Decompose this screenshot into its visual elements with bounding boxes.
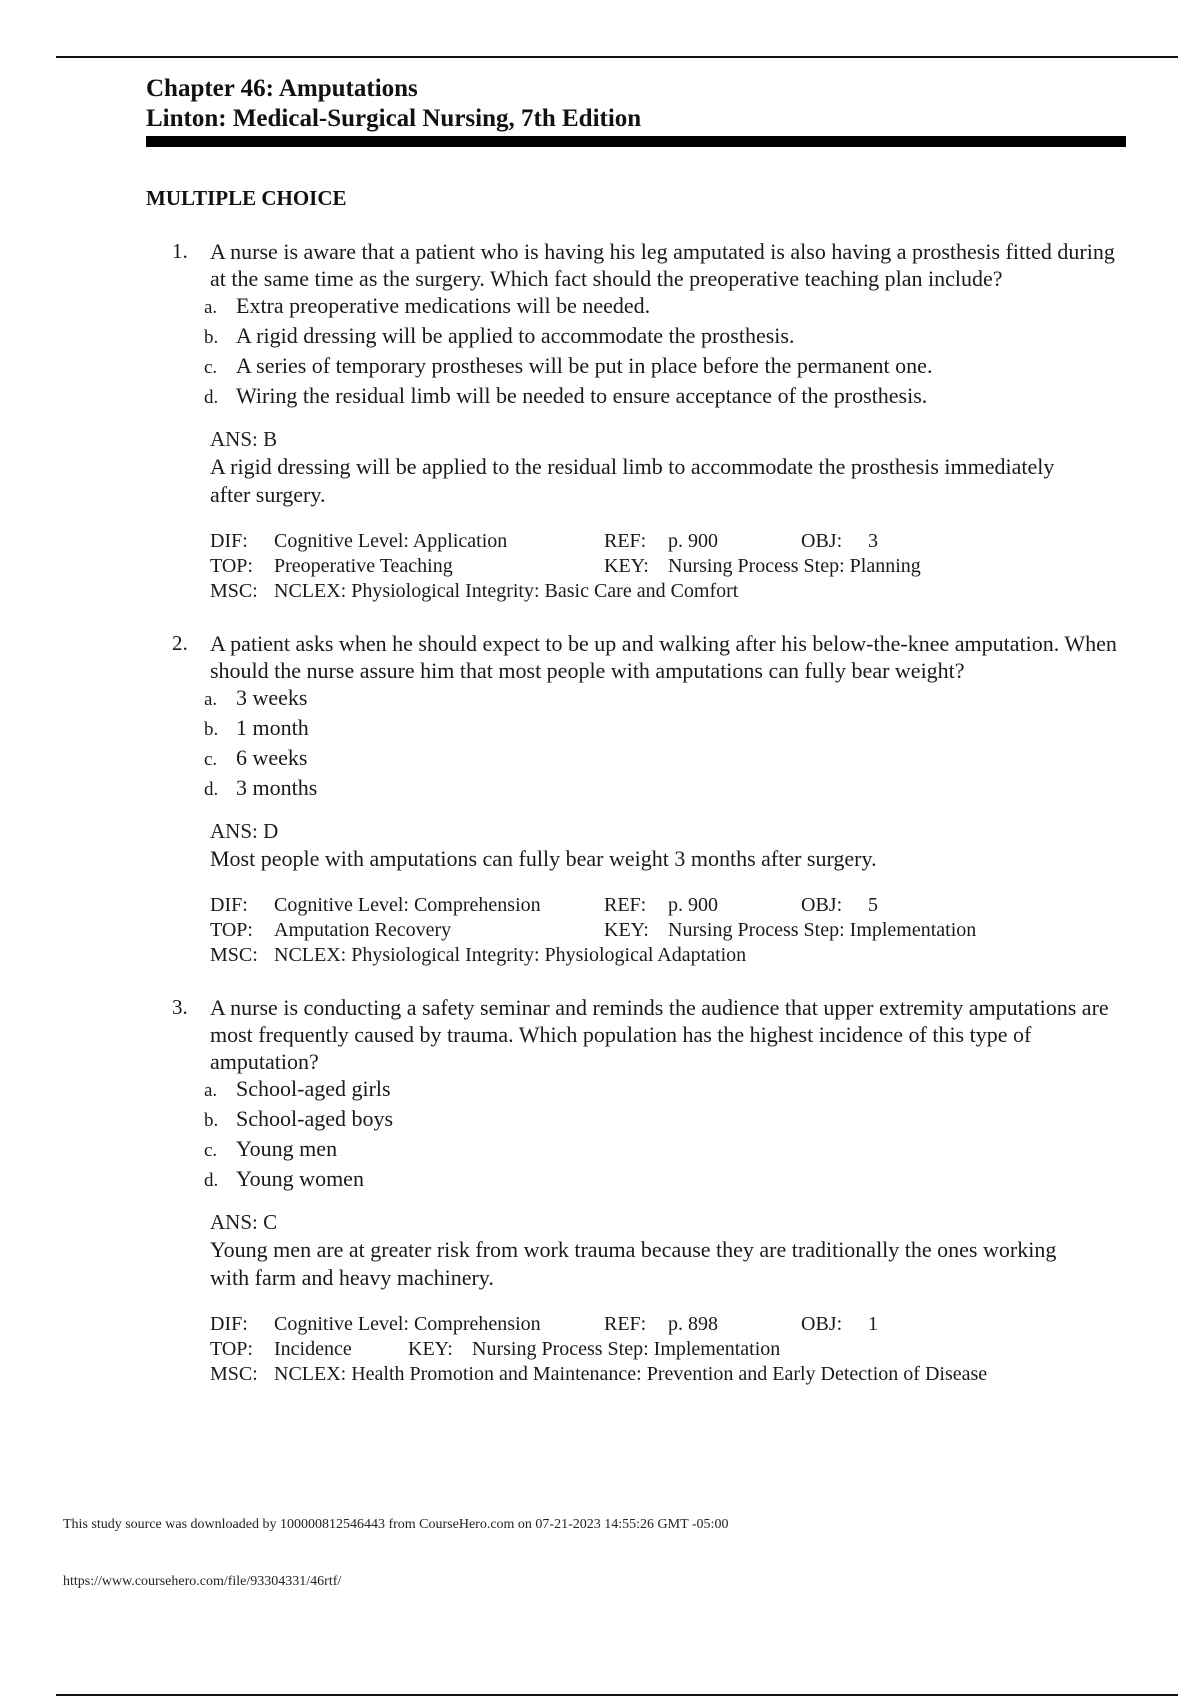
document-header <box>146 74 1126 147</box>
key-label: KEY: <box>408 1338 453 1360</box>
option-a <box>204 1075 1136 1105</box>
option-letter: d. <box>204 779 219 800</box>
meta-row-top <box>210 554 1136 579</box>
question-stem: A nurse is aware that a patient who is having his leg amputated is also having a prosthesis fitted during at the same time as the surgery. Which fact should the preoperative teaching plan include? <box>210 239 1115 291</box>
top-value: Amputation Recovery <box>274 919 452 941</box>
option-text: School-aged boys <box>236 1106 394 1131</box>
meta-row-msc <box>210 943 1136 968</box>
question-stem: A nurse is conducting a safety seminar and reminds the audience that upper extremity amputations are most frequently caused by trauma. Which population has the highest incidence of this type of amputation? <box>210 995 1109 1074</box>
option-a <box>204 292 1136 322</box>
section-heading: MULTIPLE CHOICE <box>146 186 347 210</box>
option-letter: d. <box>204 1170 219 1191</box>
ref-value: p. 900 <box>668 530 718 552</box>
msc-value: NCLEX: Health Promotion and Maintenance: Prevention and Early Detection of Disease <box>274 1363 988 1385</box>
top-label: TOP: <box>210 1338 253 1360</box>
top-label: TOP: <box>210 919 253 941</box>
option-text: School-aged girls <box>236 1076 391 1101</box>
option-a <box>204 684 1136 714</box>
obj-value: 3 <box>868 530 878 552</box>
question-2 <box>146 630 1136 968</box>
option-letter: a. <box>204 1080 218 1101</box>
option-letter: b. <box>204 719 219 740</box>
meta-row-msc <box>210 579 1136 604</box>
dif-value: Cognitive Level: Comprehension <box>274 1313 541 1335</box>
obj-label: OBJ: <box>801 530 843 552</box>
chapter-title: Chapter 46: Amputations <box>146 75 418 102</box>
option-text: Extra preoperative medications will be needed. <box>236 293 651 318</box>
question-metadata <box>210 1312 1136 1387</box>
obj-label: OBJ: <box>801 1313 843 1335</box>
source-url[interactable]: https://www.coursehero.com/file/93304331/46rtf/ <box>63 1574 342 1589</box>
option-text: A rigid dressing will be applied to accommodate the prosthesis. <box>236 323 795 348</box>
dif-label: DIF: <box>210 894 248 916</box>
option-text: 3 weeks <box>236 685 308 710</box>
book-title: Linton: Medical-Surgical Nursing, 7th Edition <box>146 105 642 132</box>
option-letter: c. <box>204 1140 218 1161</box>
top-label: TOP: <box>210 555 253 577</box>
ref-value: p. 900 <box>668 894 718 916</box>
rationale: Young men are at greater risk from work trauma because they are traditionally the ones working with farm and heavy machinery. <box>210 1237 1057 1290</box>
option-text: A series of temporary prostheses will be put in place before the permanent one. <box>236 353 933 378</box>
option-text: 1 month <box>236 715 309 740</box>
question-number: 1. <box>172 239 188 263</box>
option-c <box>204 352 1136 382</box>
question-1 <box>146 238 1136 604</box>
ref-value: p. 898 <box>668 1313 718 1335</box>
dif-label: DIF: <box>210 1313 248 1335</box>
top-rule <box>56 56 1178 58</box>
answer-options <box>204 1075 1136 1195</box>
msc-value: NCLEX: Physiological Integrity: Basic Care and Comfort <box>274 580 739 602</box>
key-label: KEY: <box>604 919 649 941</box>
question-metadata <box>210 893 1136 968</box>
option-d <box>204 774 1136 804</box>
option-d <box>204 382 1136 412</box>
obj-value: 5 <box>868 894 878 916</box>
ref-label: REF: <box>604 530 647 552</box>
meta-row-msc <box>210 1362 1136 1387</box>
question-number: 3. <box>172 995 188 1019</box>
question-number: 2. <box>172 631 188 655</box>
question-metadata <box>210 529 1136 604</box>
dif-label: DIF: <box>210 530 248 552</box>
msc-label: MSC: <box>210 944 258 966</box>
rationale: Most people with amputations can fully bear weight 3 months after surgery. <box>210 846 877 871</box>
option-d <box>204 1165 1136 1195</box>
answer-options <box>204 684 1136 804</box>
meta-row-top <box>210 918 1136 943</box>
download-notice: This study source was downloaded by 100000812546443 from CourseHero.com on 07-21-2023 14:55:26 GMT -05:00 <box>63 1517 729 1532</box>
question-list <box>146 238 1136 1413</box>
option-letter: a. <box>204 297 218 318</box>
rationale: A rigid dressing will be applied to the residual limb to accommodate the prosthesis immediately after surgery. <box>210 454 1055 507</box>
key-value: Nursing Process Step: Planning <box>668 555 921 577</box>
option-b <box>204 1105 1136 1135</box>
dif-value: Cognitive Level: Comprehension <box>274 894 541 916</box>
option-letter: b. <box>204 327 219 348</box>
header-bar <box>146 136 1126 147</box>
question-stem: A patient asks when he should expect to be up and walking after his below-the-knee amputation. When should the nurse assure him that most people with amputations can fully bear weight? <box>210 631 1117 683</box>
option-letter: c. <box>204 357 218 378</box>
option-text: Wiring the residual limb will be needed to ensure acceptance of the prosthesis. <box>236 383 928 408</box>
meta-row-dif <box>210 893 1136 918</box>
bottom-rule <box>56 1694 1178 1696</box>
ref-label: REF: <box>604 894 647 916</box>
question-3 <box>146 994 1136 1387</box>
option-c <box>204 744 1136 774</box>
obj-label: OBJ: <box>801 894 843 916</box>
option-text: 3 months <box>236 775 318 800</box>
top-value: Preoperative Teaching <box>274 555 453 577</box>
answer-key: ANS: B <box>210 427 278 451</box>
top-value: Incidence <box>274 1338 352 1360</box>
option-b <box>204 322 1136 352</box>
key-value: Nursing Process Step: Implementation <box>668 919 977 941</box>
msc-label: MSC: <box>210 1363 258 1385</box>
option-letter: d. <box>204 387 219 408</box>
option-letter: c. <box>204 749 218 770</box>
meta-row-top <box>210 1337 1136 1362</box>
obj-value: 1 <box>868 1313 878 1335</box>
option-text: 6 weeks <box>236 745 308 770</box>
msc-value: NCLEX: Physiological Integrity: Physiological Adaptation <box>274 944 747 966</box>
option-letter: b. <box>204 1110 219 1131</box>
dif-value: Cognitive Level: Application <box>274 530 508 552</box>
answer-options <box>204 292 1136 412</box>
option-b <box>204 714 1136 744</box>
option-letter: a. <box>204 689 218 710</box>
answer-key: ANS: D <box>210 819 279 843</box>
msc-label: MSC: <box>210 580 258 602</box>
ref-label: REF: <box>604 1313 647 1335</box>
key-value: Nursing Process Step: Implementation <box>472 1338 781 1360</box>
meta-row-dif <box>210 1312 1136 1337</box>
option-text: Young women <box>236 1166 364 1191</box>
meta-row-dif <box>210 529 1136 554</box>
option-text: Young men <box>236 1136 338 1161</box>
key-label: KEY: <box>604 555 649 577</box>
answer-key: ANS: C <box>210 1210 278 1234</box>
option-c <box>204 1135 1136 1165</box>
